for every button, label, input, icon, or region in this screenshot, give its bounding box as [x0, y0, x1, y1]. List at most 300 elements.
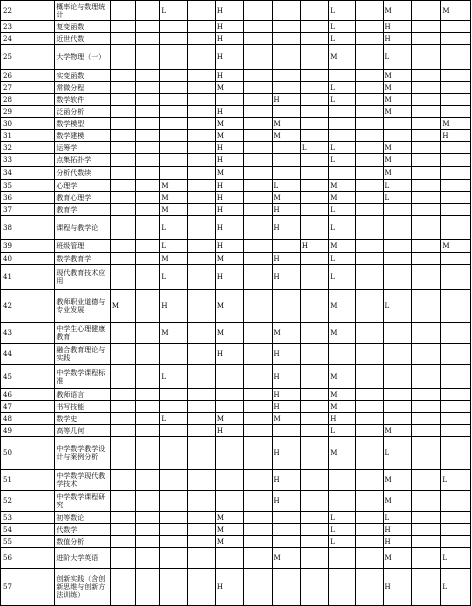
requirement-level-cell: H [215, 265, 243, 290]
requirement-level-cell [160, 21, 187, 33]
table-row [1, 45, 471, 70]
course-name-cell: 实变函数 [55, 70, 111, 82]
requirement-level-cell [411, 524, 441, 536]
course-name-cell: 高等几何 [55, 425, 111, 437]
requirement-level-cell [160, 548, 187, 569]
requirement-level-cell: L [383, 192, 411, 204]
requirement-level-cell [356, 323, 383, 344]
requirement-level-cell [356, 512, 383, 524]
requirement-level-cell [110, 437, 135, 470]
requirement-level-cell [272, 290, 300, 323]
requirement-level-cell [441, 344, 471, 365]
requirement-level-cell: L [441, 569, 471, 606]
table-row [1, 253, 471, 265]
requirement-level-cell [272, 106, 300, 118]
requirement-level-cell [160, 569, 187, 606]
requirement-level-cell [187, 1, 215, 21]
requirement-level-cell: H [383, 536, 411, 548]
requirement-level-cell [300, 389, 328, 401]
requirement-level-cell [110, 82, 135, 94]
requirement-level-cell [300, 154, 328, 167]
requirement-level-cell: H [329, 413, 356, 425]
requirement-level-cell: M [215, 167, 243, 180]
table-row [1, 33, 471, 45]
requirement-level-cell [135, 192, 160, 204]
requirement-level-cell [441, 512, 471, 524]
requirement-level-cell [300, 365, 328, 389]
requirement-level-cell: L [272, 180, 300, 192]
table-row [1, 265, 471, 290]
requirement-level-cell: H [272, 344, 300, 365]
table-row [1, 491, 471, 512]
requirement-level-cell [244, 253, 272, 265]
requirement-level-cell [110, 344, 135, 365]
requirement-level-cell [411, 82, 441, 94]
requirement-level-cell: H [215, 21, 243, 33]
requirement-level-cell [356, 240, 383, 253]
table-row [1, 524, 471, 536]
requirement-level-cell: M [383, 82, 411, 94]
requirement-level-cell [300, 536, 328, 548]
requirement-level-cell [411, 323, 441, 344]
requirement-level-cell [110, 154, 135, 167]
course-name-cell: 教师职业道德与专业发展 [55, 290, 111, 323]
requirement-level-cell [110, 548, 135, 569]
requirement-level-cell [187, 470, 215, 491]
requirement-level-cell [244, 192, 272, 204]
requirement-level-cell [300, 70, 328, 82]
requirement-level-cell [300, 524, 328, 536]
table-row [1, 365, 471, 389]
row-number-cell: 37 [1, 204, 55, 216]
requirement-level-cell: L [329, 82, 356, 94]
requirement-level-cell [383, 130, 411, 142]
requirement-level-cell [135, 389, 160, 401]
requirement-level-cell: M [160, 323, 187, 344]
requirement-level-cell [244, 82, 272, 94]
requirement-level-cell: H [383, 524, 411, 536]
table-row [1, 536, 471, 548]
table-body [1, 1, 471, 606]
requirement-level-cell: M [215, 118, 243, 130]
course-name-cell: 数学模型 [55, 118, 111, 130]
row-number-cell: 35 [1, 180, 55, 192]
requirement-level-cell: L [383, 437, 411, 470]
row-number-cell: 54 [1, 524, 55, 536]
requirement-level-cell [300, 204, 328, 216]
requirement-level-cell [272, 154, 300, 167]
requirement-level-cell: H [215, 106, 243, 118]
requirement-level-cell: M [329, 401, 356, 413]
requirement-level-cell: M [441, 240, 471, 253]
requirement-level-cell [411, 1, 441, 21]
requirement-level-cell [135, 548, 160, 569]
requirement-level-cell: L [160, 365, 187, 389]
row-number-cell: 56 [1, 548, 55, 569]
table-row [1, 548, 471, 569]
requirement-level-cell: M [160, 253, 187, 265]
requirement-level-cell [244, 204, 272, 216]
requirement-level-cell: H [215, 45, 243, 70]
requirement-level-cell: H [272, 491, 300, 512]
requirement-level-cell: H [272, 389, 300, 401]
requirement-level-cell [300, 344, 328, 365]
requirement-level-cell: H [215, 142, 243, 154]
requirement-level-cell [441, 323, 471, 344]
requirement-level-cell [135, 21, 160, 33]
requirement-level-cell [441, 401, 471, 413]
course-name-cell: 复变函数 [55, 21, 111, 33]
requirement-level-cell [356, 265, 383, 290]
requirement-level-cell: M [383, 548, 411, 569]
requirement-level-cell: M [329, 365, 356, 389]
requirement-level-cell: M [383, 142, 411, 154]
requirement-level-cell [244, 167, 272, 180]
requirement-level-cell: M [383, 106, 411, 118]
requirement-level-cell [300, 180, 328, 192]
requirement-level-cell [356, 167, 383, 180]
requirement-level-cell [411, 290, 441, 323]
requirement-level-cell [187, 33, 215, 45]
course-name-cell: 中学数学课程标准 [55, 365, 111, 389]
requirement-level-cell [300, 437, 328, 470]
requirement-level-cell [187, 106, 215, 118]
requirement-level-cell [244, 491, 272, 512]
requirement-level-cell [187, 344, 215, 365]
requirement-level-cell [187, 491, 215, 512]
requirement-level-cell [244, 524, 272, 536]
requirement-level-cell [110, 216, 135, 240]
course-name-cell: 课程与教学论 [55, 216, 111, 240]
requirement-level-cell [135, 470, 160, 491]
requirement-level-cell [135, 512, 160, 524]
requirement-level-cell [411, 180, 441, 192]
requirement-level-cell: L [160, 240, 187, 253]
table-row [1, 82, 471, 94]
requirement-level-cell: M [329, 323, 356, 344]
requirement-level-cell [411, 154, 441, 167]
requirement-level-cell [135, 70, 160, 82]
table-row [1, 470, 471, 491]
requirement-level-cell [356, 204, 383, 216]
requirement-level-cell [244, 425, 272, 437]
requirement-level-cell: H [300, 240, 328, 253]
requirement-level-cell [356, 548, 383, 569]
requirement-level-cell [110, 401, 135, 413]
requirement-level-cell [441, 389, 471, 401]
requirement-level-cell [244, 536, 272, 548]
requirement-level-cell [187, 413, 215, 425]
requirement-level-cell [110, 180, 135, 192]
table-row [1, 106, 471, 118]
requirement-level-cell [411, 118, 441, 130]
requirement-level-cell [244, 470, 272, 491]
requirement-level-cell: M [329, 290, 356, 323]
requirement-level-cell [441, 204, 471, 216]
requirement-level-cell [110, 33, 135, 45]
table-row [1, 204, 471, 216]
requirement-level-cell [244, 437, 272, 470]
requirement-level-cell [187, 82, 215, 94]
table-row [1, 118, 471, 130]
requirement-level-cell [356, 413, 383, 425]
requirement-level-cell [329, 569, 356, 606]
requirement-level-cell: L [160, 216, 187, 240]
course-name-cell: 概率论与数理统计 [55, 1, 111, 21]
requirement-level-cell [110, 470, 135, 491]
requirement-level-cell [411, 365, 441, 389]
requirement-level-cell [215, 437, 243, 470]
requirement-level-cell: M [272, 118, 300, 130]
requirement-level-cell: L [383, 45, 411, 70]
requirement-level-cell [356, 253, 383, 265]
requirement-level-cell: L [329, 524, 356, 536]
requirement-level-cell [187, 548, 215, 569]
row-number-cell: 44 [1, 344, 55, 365]
requirement-level-cell [244, 118, 272, 130]
requirement-level-cell [135, 180, 160, 192]
requirement-level-cell [135, 216, 160, 240]
requirement-level-cell [135, 204, 160, 216]
requirement-level-cell [300, 569, 328, 606]
course-name-cell: 常微分程 [55, 82, 111, 94]
row-number-cell: 41 [1, 265, 55, 290]
requirement-level-cell [110, 389, 135, 401]
requirement-level-cell: M [383, 70, 411, 82]
requirement-level-cell [135, 265, 160, 290]
requirement-level-cell [110, 204, 135, 216]
row-number-cell: 48 [1, 413, 55, 425]
requirement-level-cell [110, 323, 135, 344]
requirement-level-cell [135, 536, 160, 548]
requirement-level-cell [135, 154, 160, 167]
requirement-level-cell: M [329, 45, 356, 70]
requirement-level-cell [187, 192, 215, 204]
requirement-level-cell [244, 389, 272, 401]
requirement-level-cell [187, 94, 215, 106]
requirement-level-cell [383, 118, 411, 130]
course-name-cell: 数值分析 [55, 536, 111, 548]
requirement-level-cell [135, 425, 160, 437]
requirement-level-cell [187, 70, 215, 82]
requirement-level-cell [411, 265, 441, 290]
requirement-level-cell: H [215, 192, 243, 204]
requirement-level-cell [411, 45, 441, 70]
requirement-level-cell [411, 425, 441, 437]
row-number-cell: 38 [1, 216, 55, 240]
requirement-level-cell [110, 106, 135, 118]
requirement-level-cell: H [383, 33, 411, 45]
requirement-level-cell: L [329, 253, 356, 265]
requirement-level-cell [215, 389, 243, 401]
requirement-level-cell [110, 94, 135, 106]
course-name-cell: 进阶大学英语 [55, 548, 111, 569]
requirement-level-cell: M [329, 437, 356, 470]
requirement-level-cell [272, 142, 300, 154]
course-name-cell: 教育心理学 [55, 192, 111, 204]
requirement-level-cell [244, 216, 272, 240]
requirement-level-cell: H [215, 1, 243, 21]
requirement-level-cell [187, 290, 215, 323]
requirement-level-cell: H [441, 130, 471, 142]
row-number-cell: 55 [1, 536, 55, 548]
requirement-level-cell: M [160, 204, 187, 216]
table-row [1, 425, 471, 437]
requirement-level-cell [110, 1, 135, 21]
requirement-level-cell: H [272, 265, 300, 290]
requirement-level-cell [187, 118, 215, 130]
requirement-level-cell [215, 491, 243, 512]
requirement-level-cell [441, 45, 471, 70]
row-number-cell: 25 [1, 45, 55, 70]
requirement-level-cell [356, 45, 383, 70]
requirement-level-cell [135, 142, 160, 154]
requirement-level-cell [160, 389, 187, 401]
requirement-level-cell [244, 45, 272, 70]
requirement-level-cell [110, 130, 135, 142]
requirement-level-cell [110, 240, 135, 253]
requirement-level-cell [160, 425, 187, 437]
requirement-level-cell [244, 569, 272, 606]
table-row [1, 21, 471, 33]
requirement-level-cell [411, 240, 441, 253]
course-name-cell: 运筹学 [55, 142, 111, 154]
requirement-level-cell [135, 524, 160, 536]
requirement-level-cell [411, 33, 441, 45]
row-number-cell: 51 [1, 470, 55, 491]
row-number-cell: 39 [1, 240, 55, 253]
table-row [1, 142, 471, 154]
requirement-level-cell [244, 548, 272, 569]
requirement-level-cell [441, 425, 471, 437]
requirement-level-cell [135, 401, 160, 413]
course-name-cell: 大学物理（一） [55, 45, 111, 70]
course-name-cell: 近世代数 [55, 33, 111, 45]
requirement-level-cell [300, 491, 328, 512]
course-name-cell: 心理学 [55, 180, 111, 192]
course-name-cell: 数学教育学 [55, 253, 111, 265]
requirement-level-cell [160, 167, 187, 180]
requirement-level-cell [411, 142, 441, 154]
requirement-level-cell [356, 1, 383, 21]
requirement-level-cell [300, 94, 328, 106]
requirement-level-cell [135, 365, 160, 389]
requirement-level-cell [135, 1, 160, 21]
course-name-cell: 创新实践（含创新思维与创新方法训练） [55, 569, 111, 606]
requirement-level-cell [300, 512, 328, 524]
requirement-level-cell [110, 536, 135, 548]
table-row [1, 569, 471, 606]
row-number-cell: 49 [1, 425, 55, 437]
requirement-level-cell: L [329, 216, 356, 240]
course-name-cell: 班级管理 [55, 240, 111, 253]
requirement-level-cell [160, 94, 187, 106]
row-number-cell: 53 [1, 512, 55, 524]
table-row [1, 240, 471, 253]
requirement-level-cell: H [272, 365, 300, 389]
requirement-level-cell: M [383, 94, 411, 106]
requirement-level-cell [110, 45, 135, 70]
requirement-level-cell [160, 536, 187, 548]
course-name-cell: 中学数学教学设计与案例分析 [55, 437, 111, 470]
requirement-level-cell [411, 204, 441, 216]
requirement-level-cell [441, 524, 471, 536]
requirement-level-cell [441, 437, 471, 470]
requirement-level-cell [135, 82, 160, 94]
requirement-level-cell [356, 524, 383, 536]
requirement-level-cell [383, 413, 411, 425]
requirement-level-cell: M [215, 290, 243, 323]
requirement-level-cell [110, 265, 135, 290]
requirement-level-cell [411, 569, 441, 606]
requirement-level-cell [272, 425, 300, 437]
row-number-cell: 32 [1, 142, 55, 154]
requirement-level-cell: L [300, 142, 328, 154]
requirement-level-cell [329, 118, 356, 130]
requirement-level-cell [244, 142, 272, 154]
requirement-level-cell [300, 1, 328, 21]
requirement-level-cell [244, 180, 272, 192]
requirement-level-cell [300, 413, 328, 425]
requirement-level-cell [441, 265, 471, 290]
requirement-level-cell [272, 512, 300, 524]
requirement-level-cell [135, 130, 160, 142]
course-name-cell: 点集拓扑学 [55, 154, 111, 167]
requirement-level-cell [383, 323, 411, 344]
table-row [1, 344, 471, 365]
requirement-level-cell [300, 216, 328, 240]
requirement-level-cell [383, 365, 411, 389]
course-name-cell: 融合教育理论与实践 [55, 344, 111, 365]
requirement-level-cell: H [160, 290, 187, 323]
table-row [1, 437, 471, 470]
requirement-level-cell [356, 536, 383, 548]
requirement-level-cell [356, 180, 383, 192]
requirement-level-cell: H [215, 569, 243, 606]
requirement-level-cell [300, 167, 328, 180]
requirement-level-cell [135, 344, 160, 365]
requirement-level-cell: H [272, 437, 300, 470]
requirement-level-cell [356, 401, 383, 413]
requirement-level-cell: L [383, 512, 411, 524]
requirement-level-cell: L [441, 470, 471, 491]
requirement-level-cell: M [329, 389, 356, 401]
requirement-level-cell [187, 524, 215, 536]
requirement-level-cell [110, 491, 135, 512]
course-name-cell: 分析代数续 [55, 167, 111, 180]
requirement-level-cell [329, 106, 356, 118]
requirement-level-cell [300, 401, 328, 413]
requirement-level-cell [244, 512, 272, 524]
requirement-level-cell [187, 569, 215, 606]
row-number-cell: 46 [1, 389, 55, 401]
requirement-level-cell [135, 118, 160, 130]
requirement-level-cell: M [272, 130, 300, 142]
requirement-level-cell [441, 290, 471, 323]
course-name-cell: 数学建模 [55, 130, 111, 142]
requirement-level-cell: M [215, 524, 243, 536]
requirement-level-cell [215, 401, 243, 413]
requirement-level-cell [411, 94, 441, 106]
requirement-level-cell: H [215, 204, 243, 216]
requirement-level-cell [441, 536, 471, 548]
requirement-level-cell [356, 344, 383, 365]
requirement-level-cell [244, 290, 272, 323]
requirement-level-cell [244, 70, 272, 82]
requirement-level-cell: L [160, 265, 187, 290]
requirement-level-cell [135, 290, 160, 323]
requirement-level-cell [441, 21, 471, 33]
